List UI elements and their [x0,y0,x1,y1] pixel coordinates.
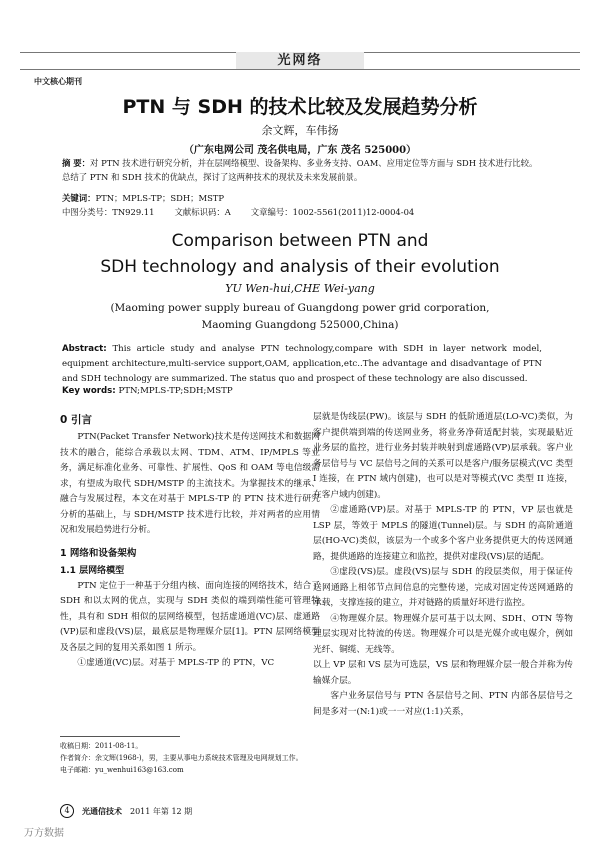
paragraph-summary: 以上 VP 层和 VS 层为可选层，VS 层和物理媒介层一般合并称为传输媒介层。 [313,660,573,686]
paragraph-vc-layer: ①虚通道(VC)层。对基于 MPLS-TP 的 PTN，VC [77,658,275,668]
title-english-line1: Comparison between PTN and [171,231,429,251]
affiliation-english-line1: (Maoming power supply bureau of Guangdong power grid corporation, [110,302,490,314]
paragraph-vp-layer: ②虚通路(VP)层。对基于 MPLS-TP 的 PTN，VP 层也就是 LSP 层，等效于 MPLS 的隧道(Tunnel)层。与 SDH 的高阶通道层(HO-VC)类似，该层为一个或多个客户业务提供更大的传送网通路，提供通路的连接建立和监控，提供对虚段(VS)层的适配。 [313,505,573,562]
paragraph-vc-continued: 层就是伪线层(PW)。该层与 SDH 的低阶通道层(LO-VC)类似，为客户提供端到端的传送网业务，将业务净荷适配封装，实现最贴近业务层的监控，进行业务封装并映射到虚通路(VP)层承载。客户业务层信号与 VC 层信号之间的关系可以是客户/服务层模式(VC 类型 I 连接，在 PTN 域内创建)，也可以是对等模式(VC 类型 II 连接，在客户域内创建)。 [313,412,573,500]
keywords-english-label: Key words: [62,386,116,396]
footnote-email: 电子邮箱：yu_wenhui163@163.com [60,766,184,774]
footnote-received: 收稿日期：2011-08-11。 [60,742,143,750]
classification-line [62,206,542,218]
paragraph-vs-layer: ③虚段(VS)层。虚段(VS)层与 SDH 的段层类似，用于保证传送网通路上相邻节点间信息的完整传递，完成对固定传送网通路的承载，支撑连接的建立，并对链路的质量好坏进行监控。 [313,567,573,608]
footnotes [60,740,322,776]
keywords-chinese [62,191,542,205]
paragraph-layer-model: PTN 定位于一种基于分组内核、面向连接的网络技术，结合了 SDH 和以太网的优点，实现与 SDH 类似的端到端性能可管理特性，具有和 SDH 相似的层网络模型，包括虚通道(VC)层、虚通路(VP)层和虚段(VS)层，最底层是物理媒介层[1]。PTN 层网络模型及各层之间的复用关系如图 1 所示。 [60,580,320,653]
keywords-english [62,386,542,396]
page-footer [60,804,360,818]
keywords-chinese-label: 关键词： [62,193,96,203]
paragraph-client-relation: 客户业务层信号与 PTN 各层信号之间、PTN 内部各层信号之间是多对一(N:1)或一一对应(1:1)关系， [313,691,573,717]
clc-number: 中图分类号：TN929.11 [62,207,155,217]
affiliation-english [0,300,600,334]
keywords-english-text: PTN;MPLS-TP;SDH;MSTP [118,386,233,396]
page-number: 4 [60,804,74,818]
heading-introduction: 0 引言 [60,414,92,426]
left-column [60,410,320,672]
footnote-bio: 作者简介：余文辉(1968-)，男，主要从事电力系统技术管理及电网规划工作。 [60,754,303,762]
affiliation-english-line2: Maoming Guangdong 525000,China) [201,319,399,331]
authors-chinese: 余文辉，车伟扬 [261,124,339,137]
title-english [0,228,600,280]
abstract-english [62,342,542,387]
keywords-chinese-text: PTN；MPLS-TP；SDH；MSTP [95,193,225,203]
issue-info: 2011 年第 12 期 [130,806,193,816]
heading-section-1-1: 1.1 层网络模型 [60,565,125,576]
paragraph-physical-layer: ④物理媒介层。物理媒介层可基于以太网、SDH、OTN 等物理层实现对比特流的传送。物理媒介可以是光媒介或电媒介，例如光纤、铜缆、无线等。 [313,613,573,655]
watermark: 万方数据 [24,828,64,839]
footnote-rule [60,736,180,737]
abstract-chinese [62,156,542,184]
title-chinese: PTN 与 SDH 的技术比较及发展趋势分析 [122,96,478,118]
title-english-line2: SDH technology and analysis of their evolution [100,257,500,277]
affiliation-chinese: （广东电网公司 茂名供电局，广东 茂名 525000） [183,145,417,156]
abstract-english-label: Abstract: [62,344,107,354]
heading-section-1: 1 网络和设备架构 [60,547,137,559]
paragraph-introduction: PTN(Packet Transfer Network)技术是传送网技术和数据网技术的融合，能综合承载以太网、TDM、ATM、IP/MPLS 等业务，满足标准化业务、可靠性、扩展性、QoS 和 OAM 等电信级需求，有望成为取代 SDH/MSTP 的主流技术。为掌握技术的继承、融合与发展过程，本文在对基于 MPLS-TP 的 PTN 技术进行研究分析的基础上，与 SDH/MSTP 技术进行比较，并对两者的应用情况和发展趋势进行分析。 [60,432,320,535]
abstract-chinese-text: 对 PTN 技术进行研究分析，并在层网络模型、设备架构、多业务支持、OAM、应用定位等方面与 SDH 技术进行比较。总结了 PTN 和 SDH 技术的优缺点，探讨了这两种技术的现状及未来发展前景。 [62,158,538,182]
document-code: 文献标识码：A [174,207,231,217]
journal-name: 光通信技术 [82,805,122,816]
authors-english: YU Wen-hui,CHE Wei-yang [225,282,375,295]
abstract-english-text: This article study and analyse PTN technology,compare with SDH in layer network model, equipment architecture,multi-service support,OAM, application,etc..The advantage and disadvantage of PTN and SDH technology are summarized. The status quo and prospect of these technology are also discussed. [62,344,542,384]
section-tag: 光网络 [236,52,364,69]
article-number: 文章编号：1002-5561(2011)12-0004-04 [250,207,415,217]
abstract-chinese-label: 摘 要： [62,158,91,168]
header-rule-bottom [20,69,580,70]
right-column [313,410,573,720]
core-journal-label: 中文核心期刊 [34,77,82,86]
